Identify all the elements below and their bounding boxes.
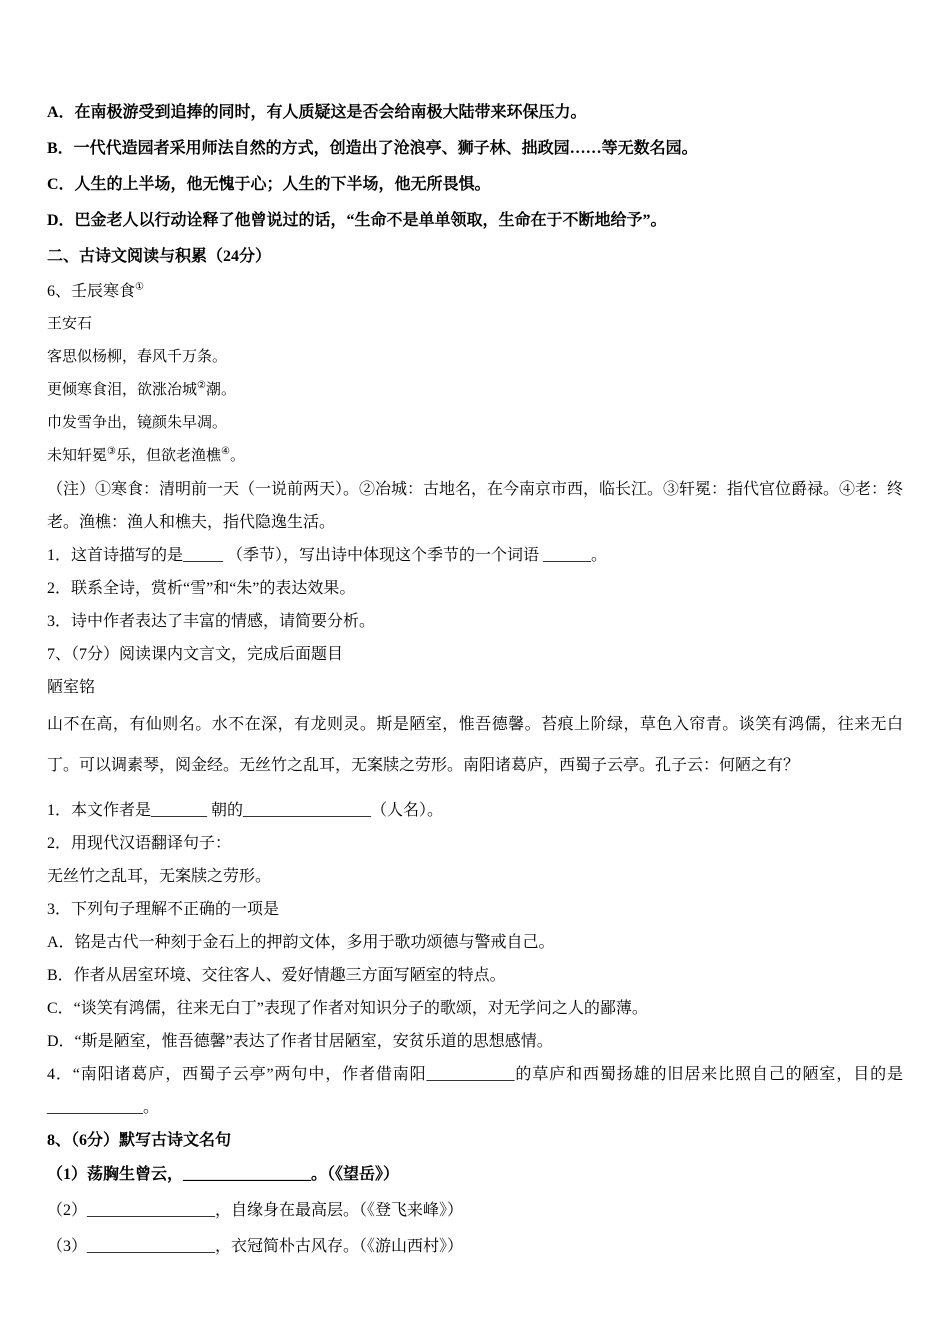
q8-item-1: （1）荡胸生曾云，________________。（《望岳》） [47, 1166, 400, 1183]
q8-heading: 8、（6分）默写古诗文名句 [47, 1132, 232, 1149]
q7-q3-option-b: B．作者从居室环境、交往客人、爱好情趣三方面写陋室的特点。 [47, 967, 506, 984]
footnote-marker-4: ④ [221, 446, 230, 457]
q6-question-1: 1．这首诗描写的是_____ （季节），写出诗中体现这个季节的一个词语 ______。 [47, 547, 608, 564]
poem-line-2-tail: 潮。 [205, 382, 236, 398]
q7-question-4: 4．“南阳诸葛庐，西蜀子云亭”两句中，作者借南阳___________的草庐和西蜀扬雄的旧居来比照自己的陋室，目的是____________。 [47, 1066, 903, 1116]
q8-item-2: （2）________________，自缘身在最高层。（《登飞来峰》） [47, 1202, 464, 1219]
q7-question-2: 2．用现代汉语翻译句子： [47, 835, 232, 852]
q7-question-2-sentence: 无丝竹之乱耳，无案牍之劳形。 [47, 868, 272, 885]
q7-q3-option-c: C．“谈笑有鸿儒，往来无白丁”表现了作者对知识分子的歌颂，对无学问之人的鄙薄。 [47, 1000, 648, 1017]
choice-option-d: D．巴金老人以行动诠释了他曾说过的话，“生命不是单单领取，生命在于不断地给予”。 [47, 212, 667, 229]
poem-line-2-text: 更倾寒食泪，欲涨冶城 [47, 382, 198, 398]
choice-option-b: B．一代代造园者采用师法自然的方式，创造出了沧浪亭、狮子林、拙政园……等无数名园。 [47, 140, 698, 157]
q7-question-3: 3．下列句子理解不正确的一项是 [47, 901, 280, 918]
q8-item-3: （3）________________，衣冠简朴古风存。（《游山西村》） [47, 1238, 464, 1255]
poem-line-4-text: 未知轩冕 [47, 448, 108, 464]
choice-option-a: A．在南极游受到追捧的同时，有人质疑这是否会给南极大陆带来环保压力。 [47, 104, 587, 121]
passage-body: 山不在高，有仙则名。水不在深，有龙则灵。斯是陋室，惟吾德馨。苔痕上阶绿，草色入帘青。谈笑有鸿儒，往来无白丁。可以调素琴，阅金经。无丝竹之乱耳，无案牍之劳形。南阳诸葛庐，西蜀子云亭。孔子云：何陋之有？ [47, 716, 903, 774]
poem-number-title [47, 275, 903, 308]
poem-line-2 [47, 374, 903, 407]
footnote-marker-1: ① [135, 281, 144, 293]
choice-option-c: C．人生的上半场，他无愧于心；人生的下半场，他无所畏惧。 [47, 176, 491, 193]
q7-q3-option-a: A．铭是古代一种刻于金石上的押韵文体，多用于歌功颂德与警戒自己。 [47, 934, 555, 951]
section-heading: 二、古诗文阅读与积累（24分） [47, 248, 272, 265]
poem-line-4-tail: 。 [229, 448, 245, 464]
poem-line-4-mid: 乐，但欲老渔樵 [115, 448, 221, 464]
poem-author: 王安石 [47, 316, 93, 332]
poem-line-4 [47, 440, 903, 473]
q7-heading: 7、（7分）阅读课内文言文，完成后面题目 [47, 646, 344, 663]
passage-title: 陋室铭 [47, 679, 96, 696]
q6-question-3: 3．诗中作者表达了丰富的情感，请简要分析。 [47, 613, 376, 630]
footnote-marker-3: ③ [107, 446, 116, 457]
poem-title-text: 6、壬辰寒食 [47, 283, 136, 300]
q6-question-2: 2．联系全诗，赏析“雪”和“朱”的表达效果。 [47, 580, 356, 597]
poem-footnotes: （注）①寒食：清明前一天（一说前两天）。②冶城：古地名，在今南京市西，临长江。③轩冕：指代官位爵禄。④老：终老。渔樵：渔人和樵夫，指代隐逸生活。 [47, 481, 904, 531]
footnote-marker-2: ② [197, 380, 206, 391]
q7-q3-option-d: D．“斯是陋室，惟吾德馨”表达了作者甘居陋室，安贫乐道的思想感情。 [47, 1033, 553, 1050]
poem-line-3: 巾发雪争出，镜颜朱早凋。 [47, 415, 228, 431]
q7-question-1: 1．本文作者是_______ 朝的________________（人名）。 [47, 802, 444, 819]
poem-line-1: 客思似杨柳，春风千万条。 [47, 349, 228, 365]
